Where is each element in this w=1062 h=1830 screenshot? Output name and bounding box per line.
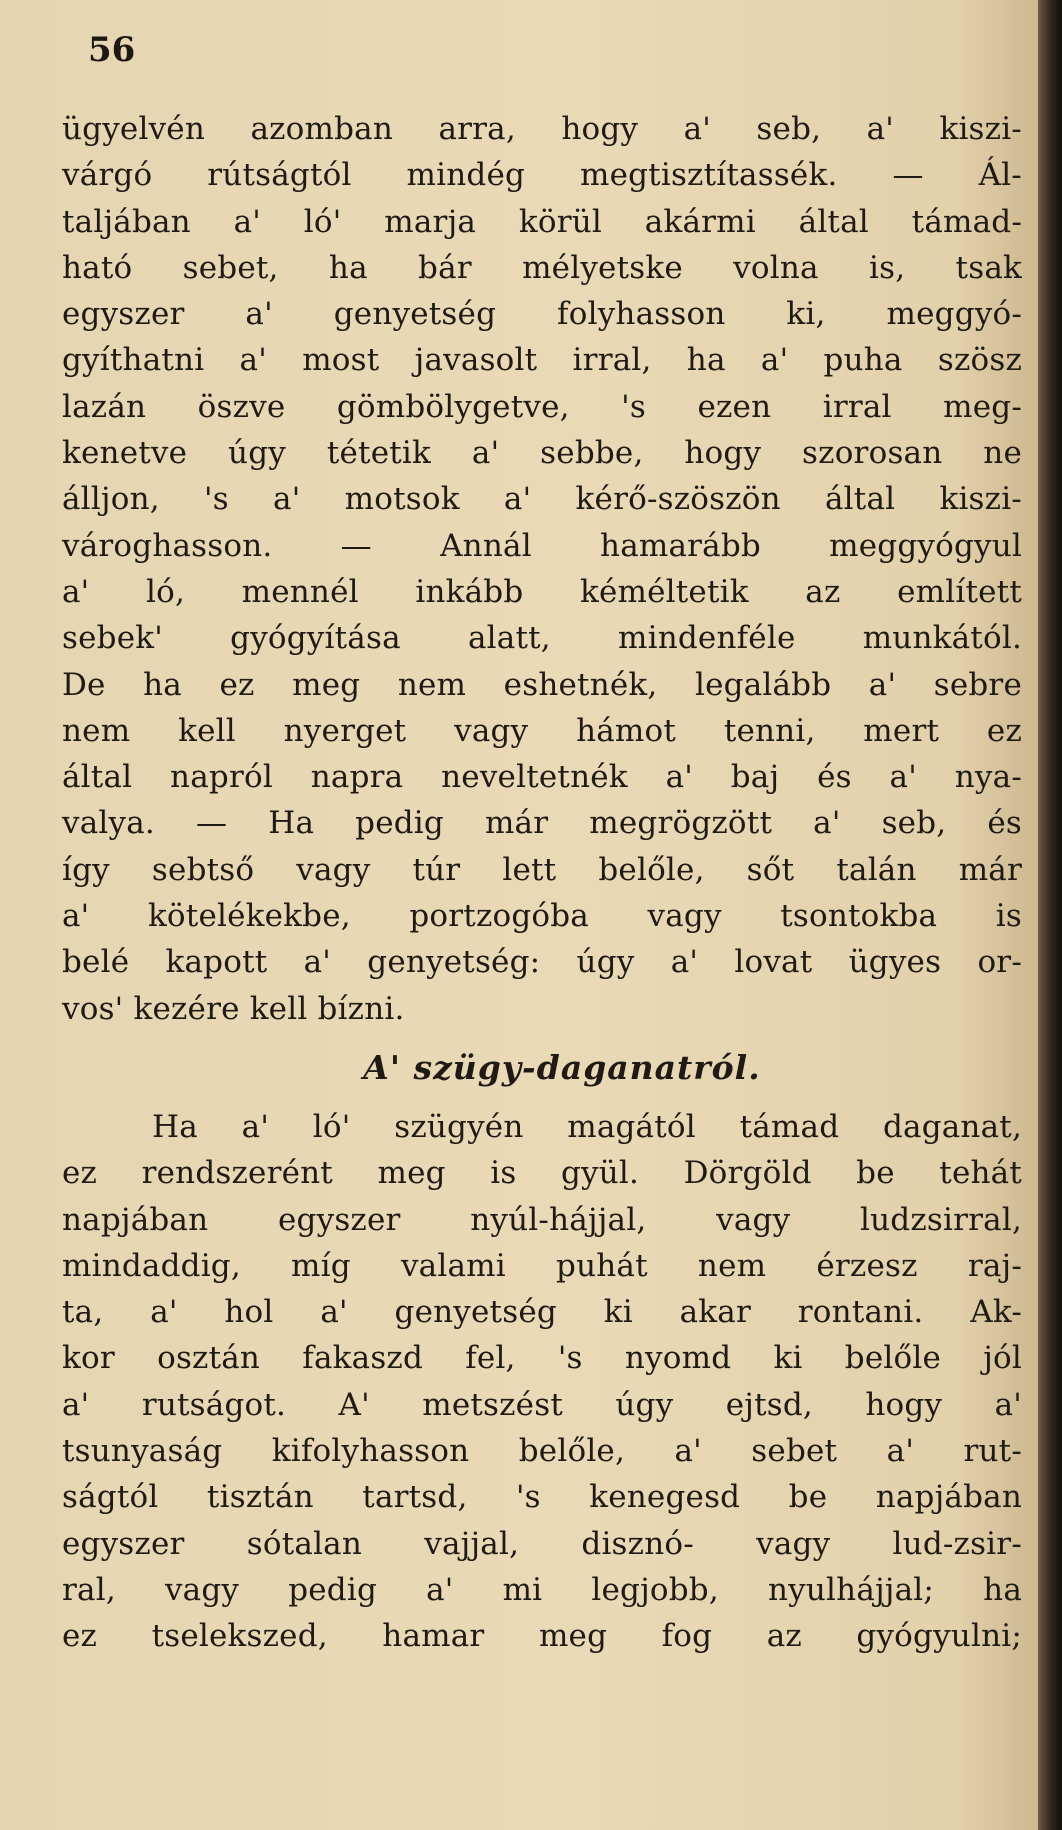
section-heading: A' szügy-daganatról. <box>363 1047 761 1087</box>
text-line: gyíthatni a' most javasolt irral, ha a' puha szösz <box>62 342 1022 379</box>
text-line: vos' kezére kell bízni. <box>62 990 405 1027</box>
text-line: által napról napra neveltetnék a' baj és a' nya- <box>62 759 1022 796</box>
text-line: várgó rútságtól mindég megtisztítassék. — Ál- <box>62 157 1022 194</box>
text-line: sebek' gyógyítása alatt, mindenféle munkától. <box>62 620 1022 657</box>
text-line: vároghasson. — Annál hamarább meggyógyul <box>62 527 1022 564</box>
paragraph-chest-swelling <box>62 1104 1022 1660</box>
book-binding-edge <box>1038 0 1062 1830</box>
text-line: nem kell nyerget vagy hámot tenni, mert ez <box>62 712 1022 749</box>
text-line: ságtól tisztán tartsd, 's kenegesd be napjában <box>62 1479 1022 1516</box>
text-line: Ha a' ló' szügyén magától támad daganat, <box>152 1108 1022 1145</box>
paragraph-wound-care <box>62 106 1022 1032</box>
text-line: taljában a' ló' marja körül akármi által támad- <box>62 203 1022 240</box>
text-line: a' kötelékekbe, portzogóba vagy tsontokba is <box>62 898 1022 935</box>
page-text <box>62 106 1022 1660</box>
text-line: ügyelvén azomban arra, hogy a' seb, a' kiszi- <box>62 111 1022 147</box>
text-line: mindaddig, míg valami puhát nem érzesz raj- <box>62 1247 1022 1284</box>
text-line: napjában egyszer nyúl-hájjal, vagy ludzsirral, <box>62 1201 1022 1238</box>
text-line: valya. — Ha pedig már megrögzött a' seb, és <box>62 805 1022 842</box>
text-line: tsunyaság kifolyhasson belőle, a' sebet a' rut- <box>62 1433 1022 1470</box>
text-line: egyszer a' genyetség folyhasson ki, meggyó- <box>62 296 1022 333</box>
text-line: kor osztán fakaszd fel, 's nyomd ki belőle jól <box>62 1340 1022 1377</box>
text-line: belé kapott a' genyetség: úgy a' lovat ügyes or- <box>62 944 1022 981</box>
text-line: álljon, 's a' motsok a' kérő-szöszön által kiszi- <box>62 481 1022 518</box>
text-line: így sebtső vagy túr lett belőle, sőt talán már <box>62 851 1022 888</box>
text-line: ez rendszerént meg is gyül. Dörgöld be tehát <box>62 1155 1022 1192</box>
text-line: a' ló, mennél inkább kéméltetik az említett <box>62 573 1022 610</box>
text-line: lazán öszve gömbölygetve, 's ezen irral meg- <box>62 388 1022 425</box>
text-line: ral, vagy pedig a' mi legjobb, nyulhájjal; ha <box>62 1571 1022 1608</box>
text-line: De ha ez meg nem eshetnék, legalább a' sebre <box>62 666 1022 703</box>
text-line: kenetve úgy tétetik a' sebbe, hogy szorosan ne <box>62 435 1022 472</box>
page-number: 56 <box>88 30 136 70</box>
text-line: ható sebet, ha bár mélyetske volna is, tsak <box>62 249 1022 286</box>
text-line: egyszer sótalan vajjal, disznó- vagy lud-zsir- <box>62 1525 1022 1562</box>
text-line: ta, a' hol a' genyetség ki akar rontani. Ak- <box>62 1294 1022 1331</box>
text-line: ez tselekszed, hamar meg fog az gyógyulni; <box>62 1618 1022 1655</box>
text-line: a' rutságot. A' metszést úgy ejtsd, hogy a' <box>62 1386 1022 1423</box>
